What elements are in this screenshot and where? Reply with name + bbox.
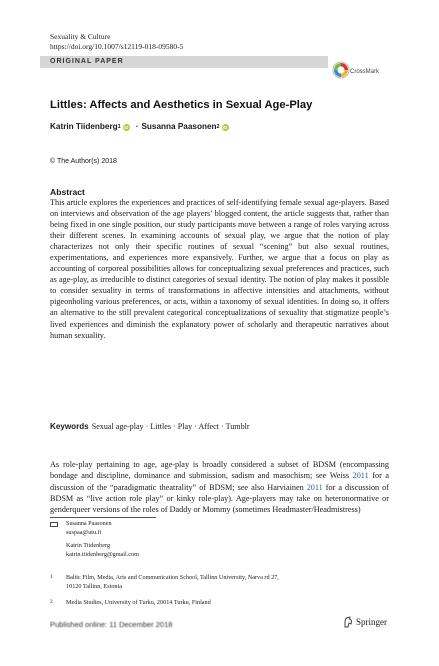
keywords-line [50,422,250,431]
springer-horse-icon [343,616,353,628]
footnote-divider [50,517,156,518]
abstract-text: This article explores the experiences and practices of self-identifying female sexual age-players. Based on interviews and observation of the age players’ blogged content, the article suggests that, rather than being fixed in one single position, our study participants move between a range of roles varying across their different scenes. In examining accounts of sexual play, we argue that the notion of play characterizes not only their specific routines of sexual “scening” but also sexual routines, experimentations, and experiences more expansively. Further, we argue that a focus on play as accounting of corporeal possibilities allows for conceptualizing sexual preferences and practices, such as age-play, as irreducible to distinct categories of sexual identity. The notion of play makes it possible to consider sexuality in terms of transformations in affective intensities and attachments, without pigeonholing various preferences, or acts, within a taxonomy of sexual identities. In doing so, it offers an alternative to the still prevalent categorical conceptualizations of sexuality that stigmatize people’s lived experiences and diminish the explanatory power of scholarly and therapeutic narratives about human sexuality. [50,198,389,340]
article-title: Littles: Affects and Aesthetics in Sexual Age-Play [50,99,313,111]
article-type-label: ORIGINAL PAPER [50,58,124,65]
contact-name: Katrin Tiidenberg [66,542,111,549]
corresponding-author [66,520,139,559]
contact-email[interactable]: suspaa@utu.fi [66,528,102,536]
affiliation-number: 2 [50,599,53,605]
crossmark-icon [332,61,350,79]
abstract-heading: Abstract [50,187,85,197]
doi-link[interactable]: https://doi.org/10.1007/s12119-018-09580-5 [50,42,184,51]
article-type-bar [40,56,328,68]
affiliation-number: 1 [50,574,53,580]
copyright-notice: © The Author(s) 2018 [50,158,117,165]
contact-name: Susanna Paasonen [66,520,112,527]
mail-icon [50,522,58,527]
affiliation-1 [66,574,279,591]
intro-paragraph [50,459,389,515]
author-name[interactable]: Katrin Tiidenberg [50,122,118,131]
crossmark-label: CrossMark [350,69,380,75]
intro-text: for a discussion of the “paradigmatic theatrality” of BDSM; see also Harviainen [50,471,389,492]
affiliation-2 [66,599,211,608]
affiliation-line: 10120 Tallinn, Estonia [66,582,122,590]
affiliation-line: Baltic Film, Media, Arts and Communication School, Tallinn University, Narva rd 27, [66,574,279,581]
citation-link[interactable]: 2011 [306,482,323,492]
author-separator: · [135,122,139,131]
orcid-icon[interactable]: iD [222,124,228,130]
crossmark-badge[interactable] [332,55,384,85]
author-name[interactable]: Susanna Paasonen [141,122,217,131]
springer-logo [343,616,387,628]
affiliation-line: Media Studies, University of Turku, 20014 Turku, Finland [66,599,211,606]
keywords-label: Keywords [50,422,89,431]
published-online: Published online: 11 December 2018 [50,620,173,629]
orcid-icon[interactable]: iD [123,124,129,130]
springer-label: Springer [356,617,387,627]
citation-link[interactable]: 2011 [352,471,369,481]
contact-email[interactable]: katrin.tiidenberg@gmail.com [66,550,139,558]
author-list: Katrin Tiidenberg 1 iD · Susanna Paasonen 2 iD [50,122,228,131]
intro-text: for a discussion of BDSM as “live action role play” or kinky role-play). Age-players may take on heteronormative or genderqueer versions of the roles of Daddy or Mommy (sometimes Headmaster/Headmistress) [50,482,389,515]
intro-text: As role-play pertaining to age, age-play is broadly considered a subset of BDSM (encompassing bondage and discipline, dominance and submission, sadism and masochism; see Weiss [50,460,389,481]
journal-name: Sexuality & Culture [50,32,111,41]
keywords-list: Sexual age-play · Littles · Play · Affect · Tumblr [91,422,250,431]
